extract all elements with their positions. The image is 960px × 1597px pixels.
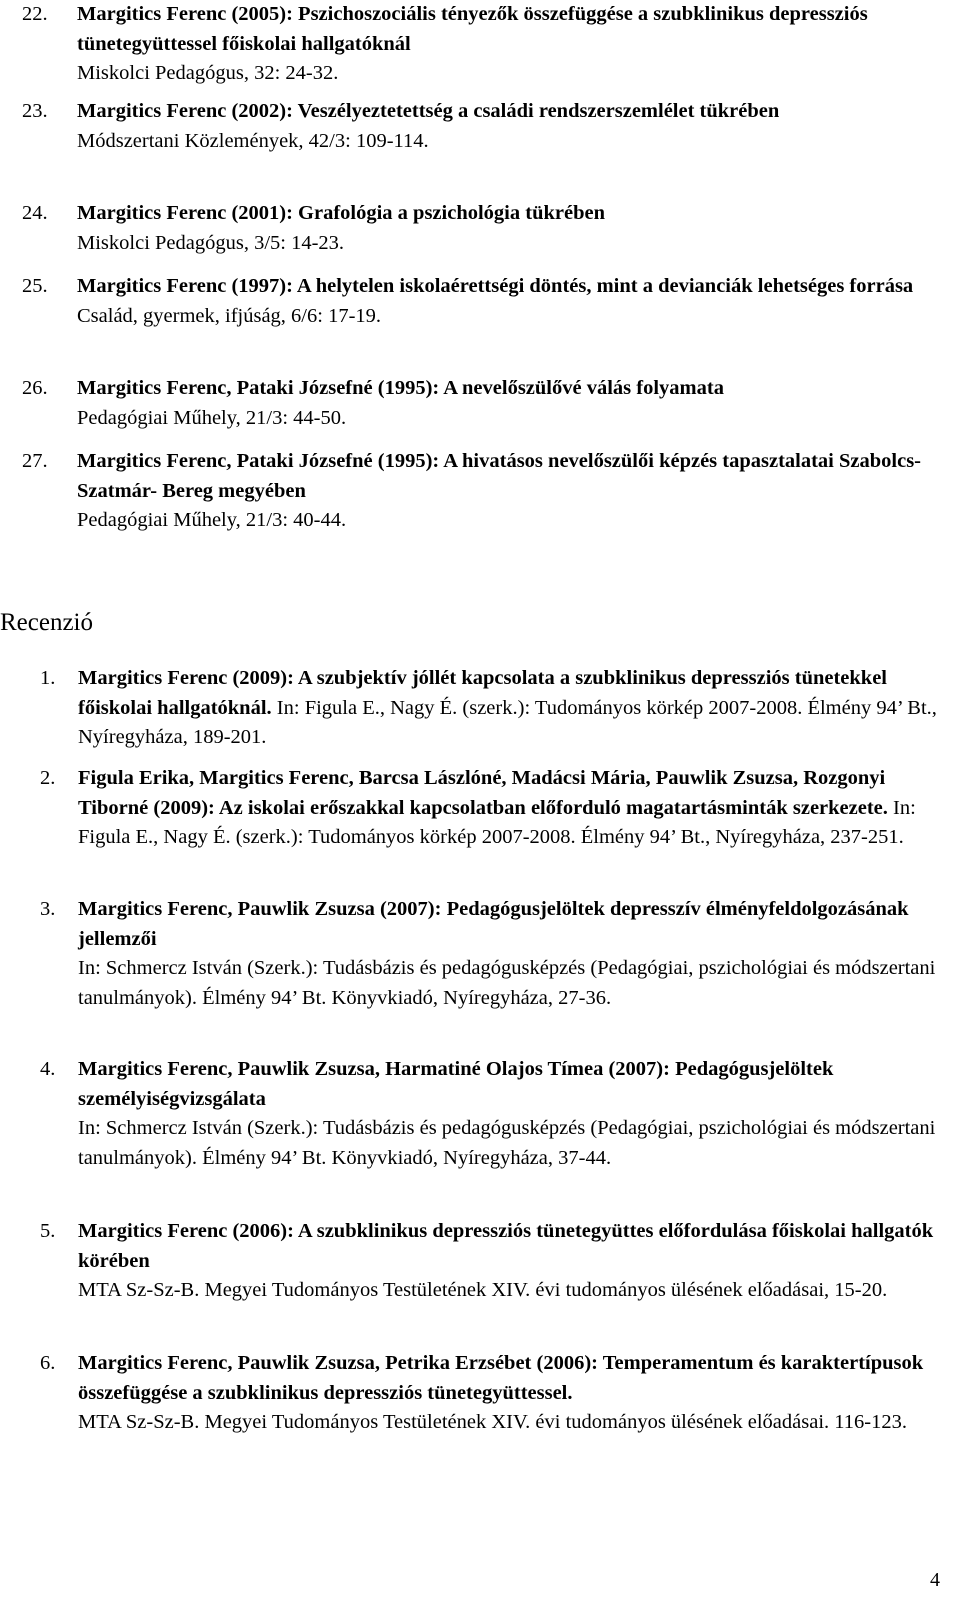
publication-number: 22. [22, 3, 48, 25]
publication-title: Margitics Ferenc (2002): Veszélyeztetettség a családi rendszerszemlélet tükrében [77, 100, 780, 122]
publication-source: Miskolci Pedagógus, 32: 24-32. [77, 62, 339, 84]
review-number: 3. [40, 898, 56, 920]
publication-item [22, 0, 952, 89]
publication-number: 27. [22, 450, 48, 472]
review-item [40, 664, 940, 753]
review-number: 5. [40, 1220, 56, 1242]
review-source: In: Schmercz István (Szerk.): Tudásbázis és pedagógusképzés (Pedagógiai, pszichológiai és módszertani tanulmányok). Élmény 94’ Bt. Könyvkiadó, Nyíregyháza, 37-44. [78, 1117, 936, 1169]
review-title: Margitics Ferenc (2006): A szubklinikus depressziós tünetegyüttes előfordulása főiskolai hallgatók körében [78, 1220, 934, 1272]
publication-number: 24. [22, 202, 48, 224]
publication-item [22, 447, 952, 536]
review-source: MTA Sz-Sz-B. Megyei Tudományos Testületének XIV. évi tudományos ülésének előadásai. 116-123. [78, 1411, 907, 1433]
publication-title: Margitics Ferenc, Pataki Józsefné (1995): A nevelőszülővé válás folyamata [77, 377, 724, 399]
review-number: 1. [40, 667, 56, 689]
review-item [40, 1055, 940, 1173]
publication-title: Margitics Ferenc (2001): Grafológia a pszichológia tükrében [77, 202, 605, 224]
review-title: Margitics Ferenc (2009): A szubjektív jóllét kapcsolata a szubklinikus depressziós tünetekkel főiskolai hallgatóknál. [78, 667, 887, 719]
publication-source: Miskolci Pedagógus, 3/5: 14-23. [77, 231, 345, 254]
review-source: In: Schmercz István (Szerk.): Tudásbázis és pedagógusképzés (Pedagógiai, pszichológiai és módszertani tanulmányok). Élmény 94’ Bt. Könyvkiadó, Nyíregyháza, 27-36. [78, 957, 936, 1009]
publication-title: Margitics Ferenc (2005): Pszichoszociális tényezők összefüggése a szubklinikus depressziós tünetegyüttessel főiskolai hallgatóknál [77, 3, 868, 55]
review-item [40, 1217, 940, 1306]
review-source: MTA Sz-Sz-B. Megyei Tudományos Testületének XIV. évi tudományos ülésének előadásai, 15-20. [78, 1279, 888, 1301]
publication-number: 26. [22, 377, 48, 399]
review-number: 6. [40, 1352, 56, 1374]
publication-item [22, 97, 952, 156]
publication-number: 23. [22, 100, 48, 122]
publication-title: Margitics Ferenc (1997): A helytelen iskolaérettségi döntés, mint a devianciák lehetséges forrása [77, 275, 914, 297]
review-item [40, 1349, 940, 1438]
publication-item [22, 272, 952, 331]
review-number: 4. [40, 1058, 56, 1080]
publication-item [22, 374, 952, 433]
review-item [40, 764, 940, 853]
publication-item [22, 199, 952, 258]
review-item [40, 895, 940, 1013]
review-title: Margitics Ferenc, Pauwlik Zsuzsa, Harmatiné Olajos Tímea (2007): Pedagógusjelöltek személyiségvizsgálata [78, 1058, 834, 1110]
publication-source: Pedagógiai Műhely, 21/3: 40-44. [77, 509, 347, 531]
publication-source: Pedagógiai Műhely, 21/3: 44-50. [77, 406, 347, 429]
publication-number: 25. [22, 275, 48, 297]
review-number: 2. [40, 767, 56, 789]
review-title: Margitics Ferenc, Pauwlik Zsuzsa, Petrika Erzsébet (2006): Temperamentum és karaktertípusok összefüggése a szubklinikus depressziós tünetegyüttessel. [78, 1352, 924, 1404]
page-number: 4 [930, 1568, 940, 1591]
publication-source: Módszertani Közlemények, 42/3: 109-114. [77, 129, 429, 152]
publication-source: Család, gyermek, ifjúság, 6/6: 17-19. [77, 304, 382, 327]
review-source: In: Figula E., Nagy É. (szerk.): Tudományos körkép 2007-2008. Élmény 94’ Bt., Nyíregyháza, 189-201. [78, 696, 937, 748]
section-heading: Recenzió [0, 609, 94, 636]
publication-title: Margitics Ferenc, Pataki Józsefné (1995): A hivatásos nevelőszülői képzés tapasztalatai Szabolcs-Szatmár- Bereg megyében [77, 450, 922, 502]
review-title: Margitics Ferenc, Pauwlik Zsuzsa (2007): Pedagógusjelöltek depresszív élményfeldolgozásának jellemzői [78, 898, 909, 950]
review-source: In: Figula E., Nagy É. (szerk.): Tudományos körkép 2007-2008. Élmény 94’ Bt., Nyíregyháza, 237-251. [78, 796, 916, 848]
review-title: Figula Erika, Margitics Ferenc, Barcsa Lászlóné, Madácsi Mária, Pauwlik Zsuzsa, Rozgonyi Tiborné (2009): Az iskolai erőszakkal kapcsolatban előforduló magatartásminták szerkezete. [78, 767, 888, 819]
